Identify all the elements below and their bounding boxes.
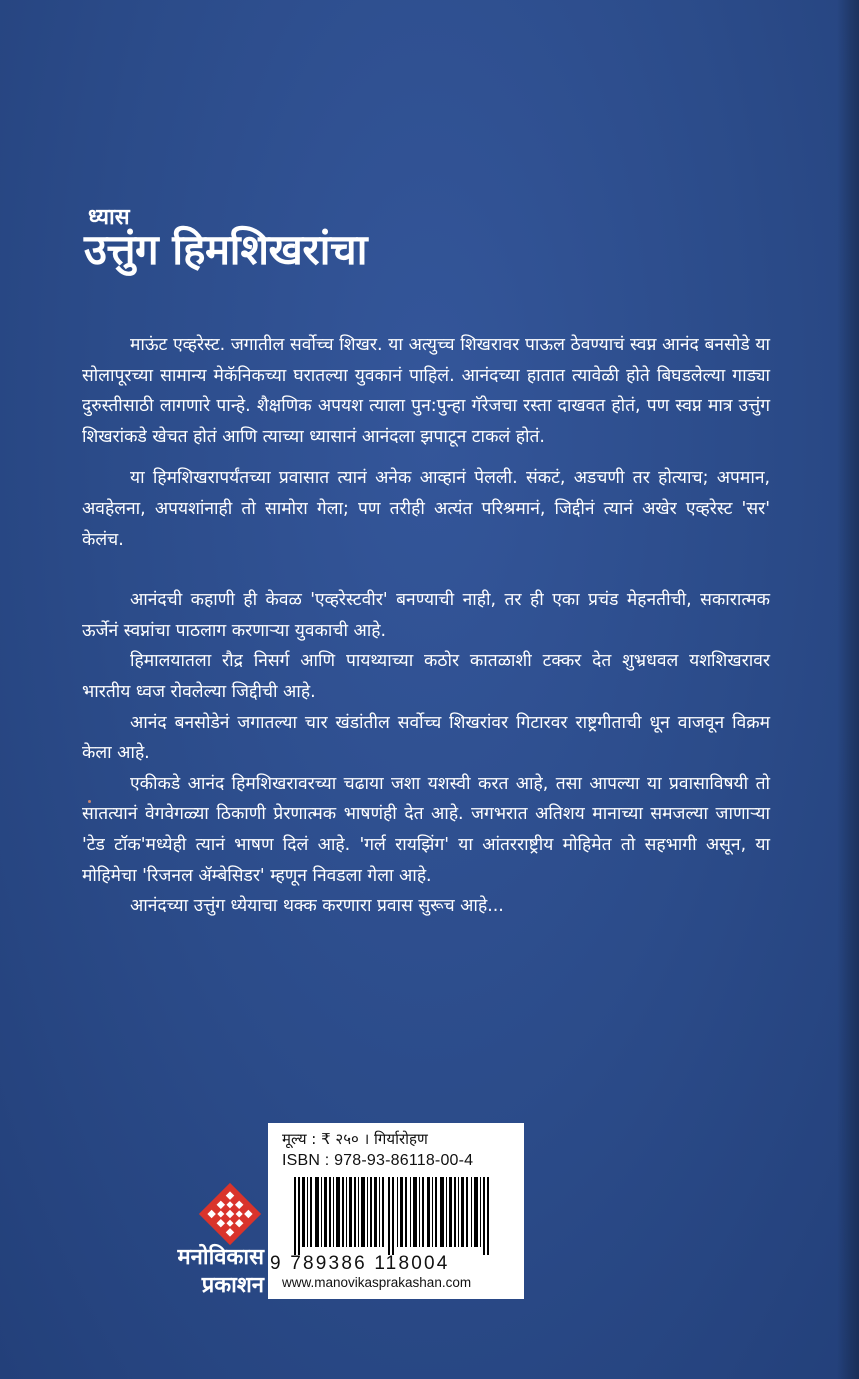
blurb-paragraph-2: या हिमशिखरापर्यंतच्या प्रवासात त्यानं अनेक आव्हानं पेलली. संकटं, अडचणी तर होत्याच; अपमान, अवहेलना, अपयशांनाही तो सामोरा गेला; पण तरीही अत्यंत परिश्रमानं, जिद्दीनं त्यानं अखेर एव्हरेस्ट 'सर' केलंच. <box>82 468 770 550</box>
book-title <box>84 206 504 274</box>
publisher-name <box>136 1244 264 1300</box>
publisher-line-2: प्रकाशन <box>201 1273 264 1298</box>
blurb-paragraph-4: हिमालयातला रौद्र निसर्ग आणि पायथ्याच्या कठोर कातळाशी टक्कर देत शुभ्रधवल यशशिखरावर भारतीय ध्वज रोवलेल्या जिद्दीची आहे. <box>82 651 770 702</box>
isbn-line: ISBN : 978-93-86118-00-4 <box>282 1152 474 1169</box>
publisher-line-1: मनोविकास <box>177 1245 264 1270</box>
price-line: मूल्य : ₹ २५० । गिर्यारोहण <box>282 1130 428 1148</box>
blurb-text <box>82 330 770 922</box>
isbn-barcode <box>282 1177 510 1255</box>
blurb-paragraph-7: आनंदच्या उत्तुंग ध्येयाचा थक्क करणारा प्रवास सुरूच आहे... <box>130 896 504 917</box>
spine-shadow <box>837 0 859 1379</box>
title-main: उत्तुंग हिमशिखरांचा <box>84 225 368 274</box>
publisher-logo-icon <box>196 1180 264 1248</box>
publisher-website: www.manovikasprakashan.com <box>282 1275 472 1290</box>
price-barcode-box <box>268 1123 524 1299</box>
barcode-digits: 9 789386 118004 <box>270 1253 450 1274</box>
blurb-paragraph-6: एकीकडे आनंद हिमशिखरावरच्या चढाया जशा यशस्वी करत आहे, तसा आपल्या या प्रवासाविषयी तो सातत्यानं वेगवेगळ्या ठिकाणी प्रेरणात्मक भाषणंही देत आहे. जगभरात अतिशय मानाच्या समजल्या जाणाऱ्या 'टेड टॉक'मध्येही त्यानं भाषण दिलं आहे. 'गर्ल रायझिंग' या आंतरराष्ट्रीय मोहिमेत तो सहभागी असून, या मोहिमेचा 'रिजनल ॲम्बेसिडर' म्हणून निवडला गेला आहे. <box>82 773 770 886</box>
blurb-paragraph-3: आनंदची कहाणी ही केवळ 'एव्हरेस्टवीर' बनण्याची नाही, तर ही एका प्रचंड मेहनतीची, सकारात्मक ऊर्जेनं स्वप्नांचा पाठलाग करणाऱ्या युवकाची आहे. <box>82 590 770 641</box>
blurb-paragraph-1: माऊंट एव्हरेस्ट. जगातील सर्वोच्च शिखर. या अत्युच्च शिखरावर पाऊल ठेवण्याचं स्वप्न आनंद बनसोडे या सोलापूरच्या सामान्य मेकॅनिकच्या घरातल्या युवकानं पाहिलं. आनंदच्या हातात त्यावेळी होते बिघडलेल्या गाड्या दुरुस्तीसाठी लागणारे पान्हे. शैक्षणिक अपयश त्याला पुन:पुन्हा गॅरेजचा रस्ता दाखवत होतं, पण स्वप्न मात्र उत्तुंग शिखरांकडे खेचत होतं आणि त्याच्या ध्यासानं आनंदला झपाटून टाकलं होतं. <box>82 335 770 447</box>
blurb-paragraph-5: आनंद बनसोडेनं जगातल्या चार खंडांतील सर्वोच्च शिखरांवर गिटारवर राष्ट्रगीताची धून वाजवून विक्रम केला आहे. <box>82 712 770 764</box>
title-small: ध्यास <box>88 205 130 230</box>
print-speck <box>88 800 91 803</box>
